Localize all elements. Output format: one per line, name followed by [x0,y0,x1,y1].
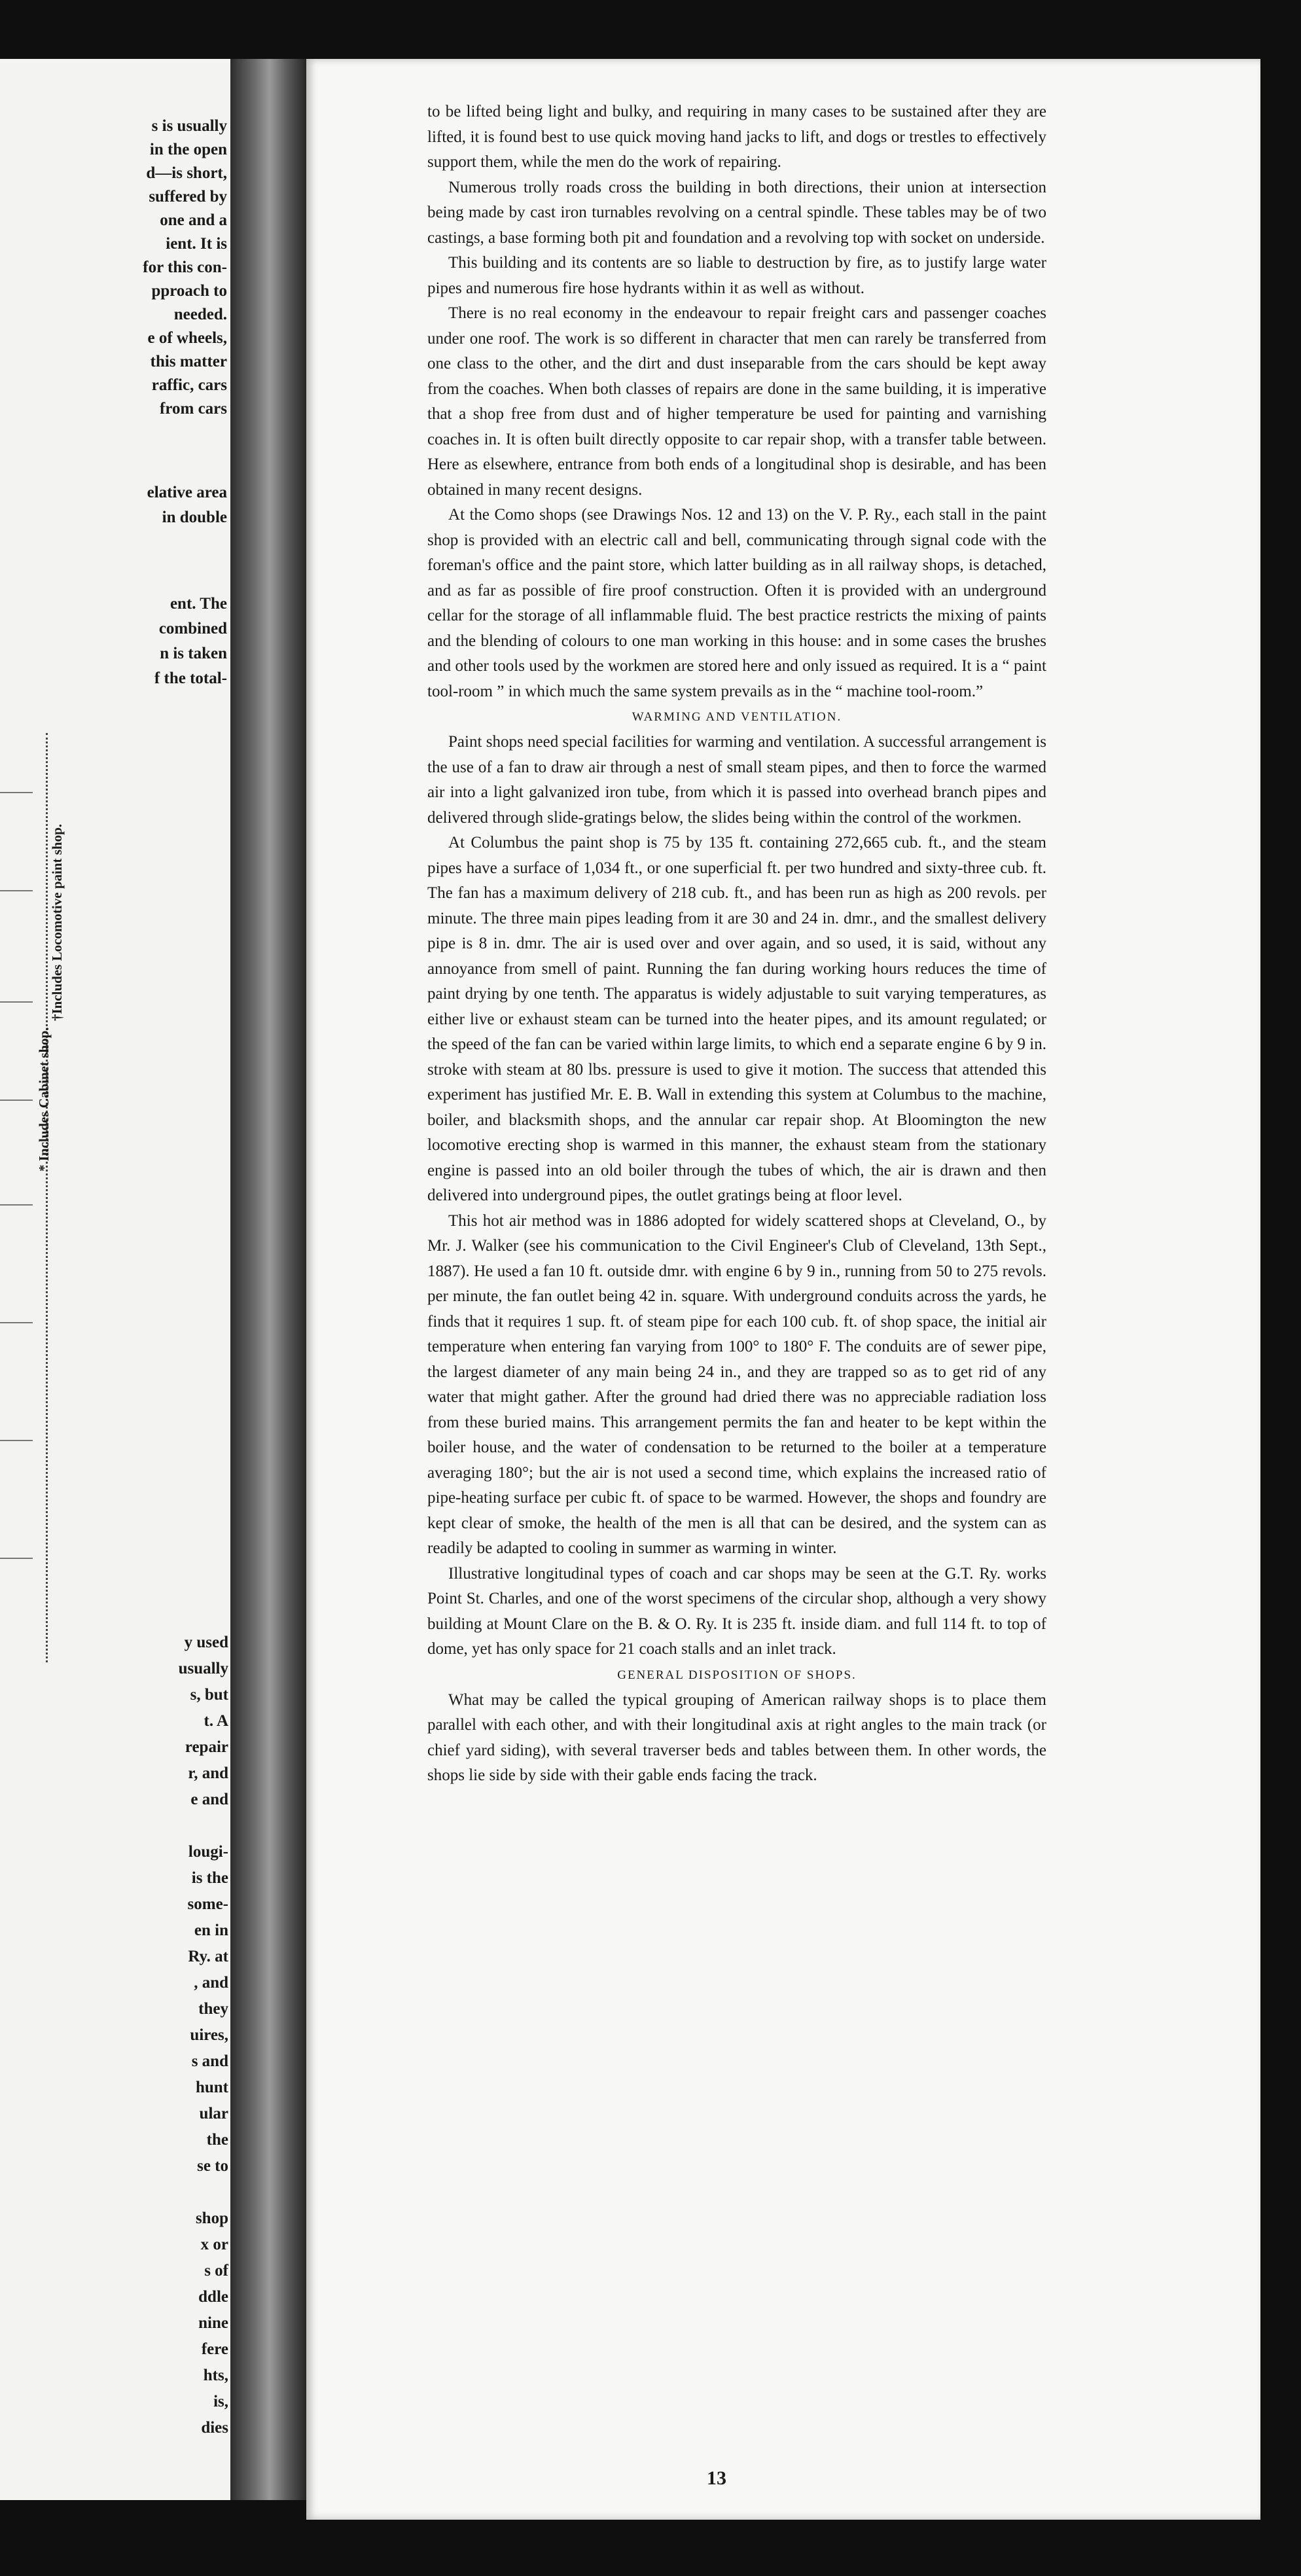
paragraph: At the Como shops (see Drawings Nos. 12 and 13) on the V. P. Ry., each stall in the paint shop is provided with an electric call and bell, communicating through signal code with the foreman's office and the paint store, which latter building as in all railway shops, is detached, and as far as possible of fire proof construction. Often it is provided with an underground cellar for the storage of all inflammable fluid. The best practice restricts the mixing of paints and the blending of colours to one man working in this house: and in some cases the brushes and other tools used by the workmen are stored here and only issued as required. It is a “ paint tool-room ” in which much the same system prevails as in the “ machine tool-room.” [427,506,1046,700]
left-line-fragment: s of [204,2262,228,2280]
left-page-fragment [0,59,232,2500]
left-line-fragment: r, and [188,1764,228,1782]
right-page [306,59,1260,2520]
left-line-fragment: f the total- [154,670,227,687]
left-line-fragment: ular [199,2105,228,2122]
left-line-fragment: is, [213,2393,228,2410]
paragraph: There is no real economy in the endeavour to repair freight cars and passenger coaches under one roof. The work is so different in character that men can rarely be transferred from one class to the other, and the dirt and dust inseparable from the cars should be kept away from the coaches. When both classes of repairs are done in the same building, it is imperative that a shop free from dust and of higher temperature be used for painting and varnishing coaches in. It is often built directly opposite to car repair shop, with a transfer table between. Here as elsewhere, entrance from both ends of a longitudinal shop is desirable, and has been obtained in many recent designs. [427,304,1046,499]
left-line-fragment: hunt [195,2079,228,2096]
left-line-fragment: is the [191,1869,228,1887]
left-line-fragment: from cars [160,400,227,418]
left-line-fragment: ient. It is [166,235,227,253]
left-line-fragment: the [206,2131,228,2149]
left-line-fragment: en in [194,1922,228,1939]
left-line-fragment: hts, [203,2367,228,2384]
paragraph: Illustrative longitudinal types of coach and car shops may be seen at the G.T. Ry. works Point St. Charles, and one of the worst specimens of the circular shop, although a very showy building at Mount Clare on the B. & O. Ry. It is 235 ft. inside diam. and full 114 ft. to top of dome, yet has only space for 21 coach stalls and an inlet track. [427,1564,1046,1658]
left-line-fragment: suffered by [149,188,227,206]
section-heading-warming: WARMING AND VENTILATION. [632,710,842,724]
paragraph: to be lifted being light and bulky, and requiring in many cases to be sustained after they are lifted, it is found best to use quick moving hand jacks to lift, and dogs or trestles to effectively support them, while the men do the work of repairing. [427,103,1046,171]
left-line-fragment: dies [201,2419,228,2437]
paragraph: This hot air method was in 1886 adopted for widely scattered shops at Cleveland, O., by Mr. J. Walker (see his communication to the Civil Engineer's Club of Cleveland, 13th Sept., 1887). He used a fan 10 ft. outside dmr. with engine 6 by 9 in., running from 50 to 275 revols. per minute, the fan outlet being 42 in. square. With underground conduits across the yards, he finds that it requires 1 sup. ft. of steam pipe for each 100 cub. ft. of shop space, the initial air temperature when entering fan varying from 100° to 180° F. The conduits are of sewer pipe, the largest diameter of any main being 24 in., and they are trapped so as to get rid of any water that might gather. After the ground had dried there was no appreciable radiation loss from these buried mains. This arrangement permits the fan and heater to be kept within the boiler house, and the water of condensation to be returned to the boiler at a temperature averaging 180°; but the air is not used a second time, which explains the increased ratio of pipe-heating surface per cubic ft. of space to be warmed. However, the shops and foundry are kept clear of smoke, the health of the men is all that can be desired, and the system can as readily be adapted to cooling in summer as warming in winter. [427,1211,1046,1557]
left-line-fragment: nine [198,2314,228,2332]
book-binding-gutter [230,59,309,2500]
footnote-locomotive-paint-shop: †Includes Locomotive paint shop. [49,823,65,1021]
left-line-fragment: y used [184,1634,228,1651]
left-line-fragment: they [198,2000,228,2018]
left-line-fragment: fere [201,2340,228,2358]
left-line-fragment: , and [194,1974,228,1992]
paragraph: At Columbus the paint shop is 75 by 135 ft. containing 272,665 cub. ft., and the steam pipes have a surface of 1,034 ft., or one superficial ft. per two hundred and sixty-three cub. ft. The fan has a maximum delivery of 218 cub. ft., and has been run as high as 200 revols. per minute. The three main pipes leading from it are 30 and 24 in. dmr., and the smallest delivery pipe is 8 in. dmr. The air is used over and over again, and so used, it is said, without any annoyance from smell of paint. Running the fan during working hours reduces the time of paint drying by one tenth. The apparatus is widely adjustable to suit varying temperatures, as either live or exhaust steam can be turned into the heater pipes, and its amount regulated; or the speed of the fan can be varied within large limits, to which end a separate engine 6 by 9 in. stroke with steam at 80 lbs. pressure is used to give it motion. The success that attended this experiment has justified Mr. E. B. Wall in extending this system at Columbus to the machine, boiler, and blacksmith shops, and the annular car repair shop. At Bloomington the new locomotive erecting shop is warmed in this manner, the exhaust steam from the stationary engine is passed into an old boiler through the tubes of which, the air is drawn and then delivered into underground pipes, the outlet gratings being at floor level. [427,834,1046,1204]
left-line-fragment: t. A [204,1712,228,1730]
left-line-fragment: shop [195,2209,228,2227]
paragraph: This building and its contents are so liable to destruction by fire, as to justify large water pipes and numerous fire hose hydrants within it as well as without. [427,254,1046,297]
left-line-fragment: raffic, cars [151,376,227,394]
left-line-fragment: some- [187,1895,228,1913]
table-fragment [0,733,48,1662]
left-line-fragment: pproach to [151,282,227,300]
left-line-fragment: e and [190,1791,228,1808]
paragraph: Paint shops need special facilities for warming and ventilation. A successful arrangement is the use of a fan to draw air through a nest of small steam pipes, and then to force the warmed air into a light galvanized iron tube, from which it is passed into overhead branch pipes and delivered through slide-gratings below, the slides being within the control of the workmen. [427,733,1046,827]
left-line-fragment: combined [158,620,227,637]
left-line-fragment: repair [185,1738,228,1756]
left-line-fragment: s, but [190,1686,228,1704]
left-line-fragment: one and a [160,211,227,229]
left-line-fragment: x or [200,2236,228,2253]
left-line-fragment: for this con- [143,259,227,276]
left-line-fragment: Ry. at [188,1948,228,1965]
left-line-fragment: elative area [147,484,227,501]
section-heading-general: GENERAL DISPOSITION OF SHOPS. [617,1668,857,1682]
left-line-fragment: d—is short, [146,164,227,182]
page-number: 13 [707,2467,726,2489]
left-line-fragment: this matter [150,353,227,370]
left-line-fragment: lougi- [188,1843,228,1861]
left-line-fragment: needed. [173,306,227,323]
left-line-fragment: ddle [198,2288,228,2306]
left-line-fragment: uires, [190,2026,228,2044]
left-line-fragment: in double [162,509,227,526]
left-line-fragment: e of wheels, [147,329,227,347]
left-line-fragment: se to [197,2157,228,2175]
left-line-fragment: usually [178,1660,228,1677]
left-line-fragment: n is taken [160,645,227,662]
main-text-column [427,99,1046,1789]
left-line-fragment: in the open [149,141,227,158]
paragraph: What may be called the typical grouping of American railway shops is to place them parallel with each other, and with their longitudinal axis at right angles to the main track (or chief yard siding), with several traverser beds and tables between them. In other words, the shops lie side by side with their gable ends facing the track. [427,1690,1046,1784]
left-line-fragment: s is usually [151,117,227,135]
left-line-fragment: s and [191,2052,228,2070]
left-line-fragment: ent. The [169,595,227,613]
paragraph: Numerous trolly roads cross the building in both directions, their union at intersection being made by cast iron turnables revolving on a central spindle. These tables may be of two castings, a base forming both pit and foundation and a revolving top with socket on underside. [427,178,1046,247]
footnote-cabinet-shop: * Includes Cabinet shop. [36,1027,52,1172]
